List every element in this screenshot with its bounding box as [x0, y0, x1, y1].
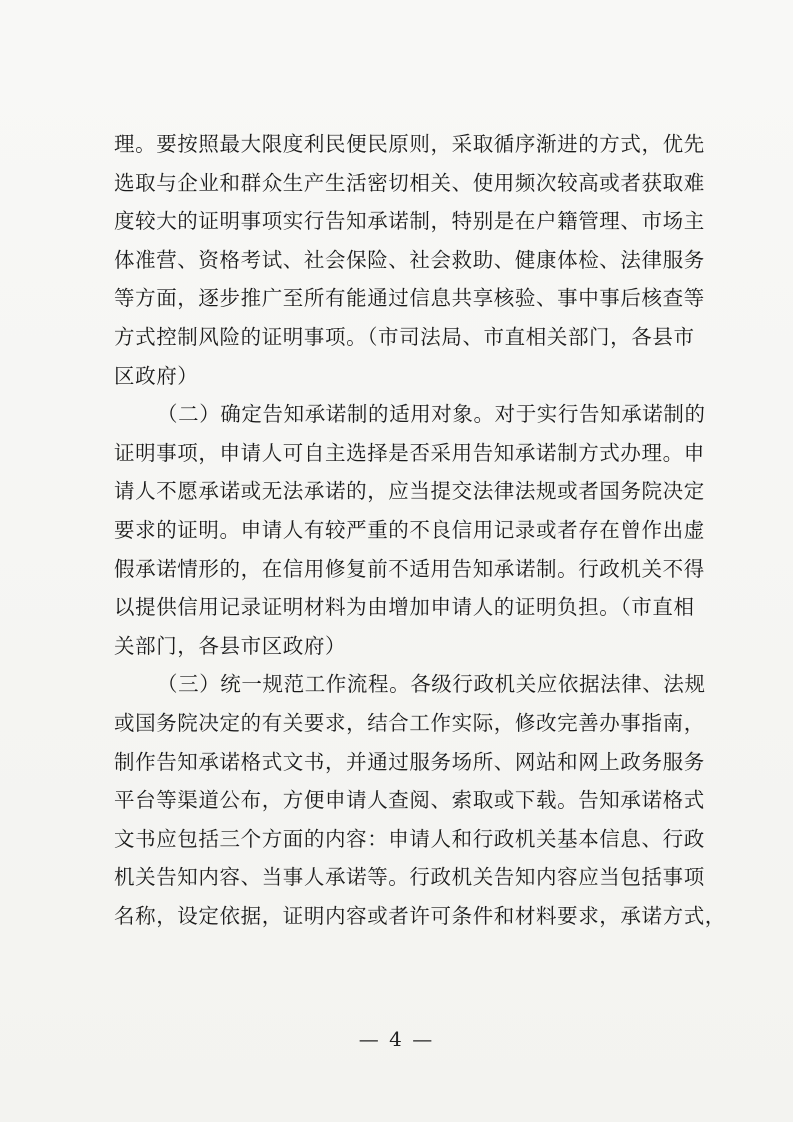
- text-line: 等方面，逐步推广至所有能通过信息共享核验、事中事后核查等: [114, 286, 705, 311]
- text-line: 名称，设定依据，证明内容或者许可条件和材料要求，承诺方式，: [114, 903, 726, 928]
- section-heading-line: （三）统一规范工作流程。各级行政机关应依据法律、法规: [157, 672, 706, 697]
- text-line: 以提供信用记录证明材料为由增加申请人的证明负担。（市直相: [114, 595, 695, 620]
- text-line: 文书应包括三个方面的内容：申请人和行政机关基本信息、行政: [114, 826, 705, 851]
- text-line: 区政府）: [114, 363, 199, 388]
- text-line: 要求的证明。申请人有较严重的不良信用记录或者存在曾作出虚: [114, 517, 705, 542]
- section-heading-line: （二）确定告知承诺制的适用对象。对于实行告知承诺制的: [157, 402, 706, 427]
- text-line: 理。要按照最大限度利民便民原则，采取循序渐进的方式，优先: [114, 132, 705, 156]
- text-line: 平台等渠道公布，方便申请人查阅、索取或下载。告知承诺格式: [114, 788, 705, 813]
- text-line: 或国务院决定的有关要求，结合工作实际，修改完善办事指南，: [114, 710, 705, 735]
- text-line: 选取与企业和群众生产生活密切相关、使用频次较高或者获取难: [114, 170, 705, 195]
- body-text: [114, 125, 726, 935]
- text-line: 体准营、资格考试、社会保险、社会救助、健康体检、法律服务: [114, 247, 705, 272]
- text-line: 关部门，各县市区政府）: [114, 633, 347, 658]
- text-line: 制作告知承诺格式文书，并通过服务场所、网站和网上政务服务: [114, 749, 705, 774]
- text-line: 证明事项，申请人可自主选择是否采用告知承诺制方式办理。申: [114, 440, 705, 465]
- text-line: 方式控制风险的证明事项。（市司法局、市直相关部门，各县市: [114, 324, 695, 349]
- page-number: — 4 —: [358, 1027, 435, 1051]
- text-line: 度较大的证明事项实行告知承诺制，特别是在户籍管理、市场主: [114, 209, 705, 234]
- text-line: 假承诺情形的，在信用修复前不适用告知承诺制。行政机关不得: [114, 556, 705, 581]
- text-line: 机关告知内容、当事人承诺等。行政机关告知内容应当包括事项: [114, 865, 705, 890]
- text-line: 请人不愿承诺或无法承诺的，应当提交法律法规或者国务院决定: [114, 479, 705, 504]
